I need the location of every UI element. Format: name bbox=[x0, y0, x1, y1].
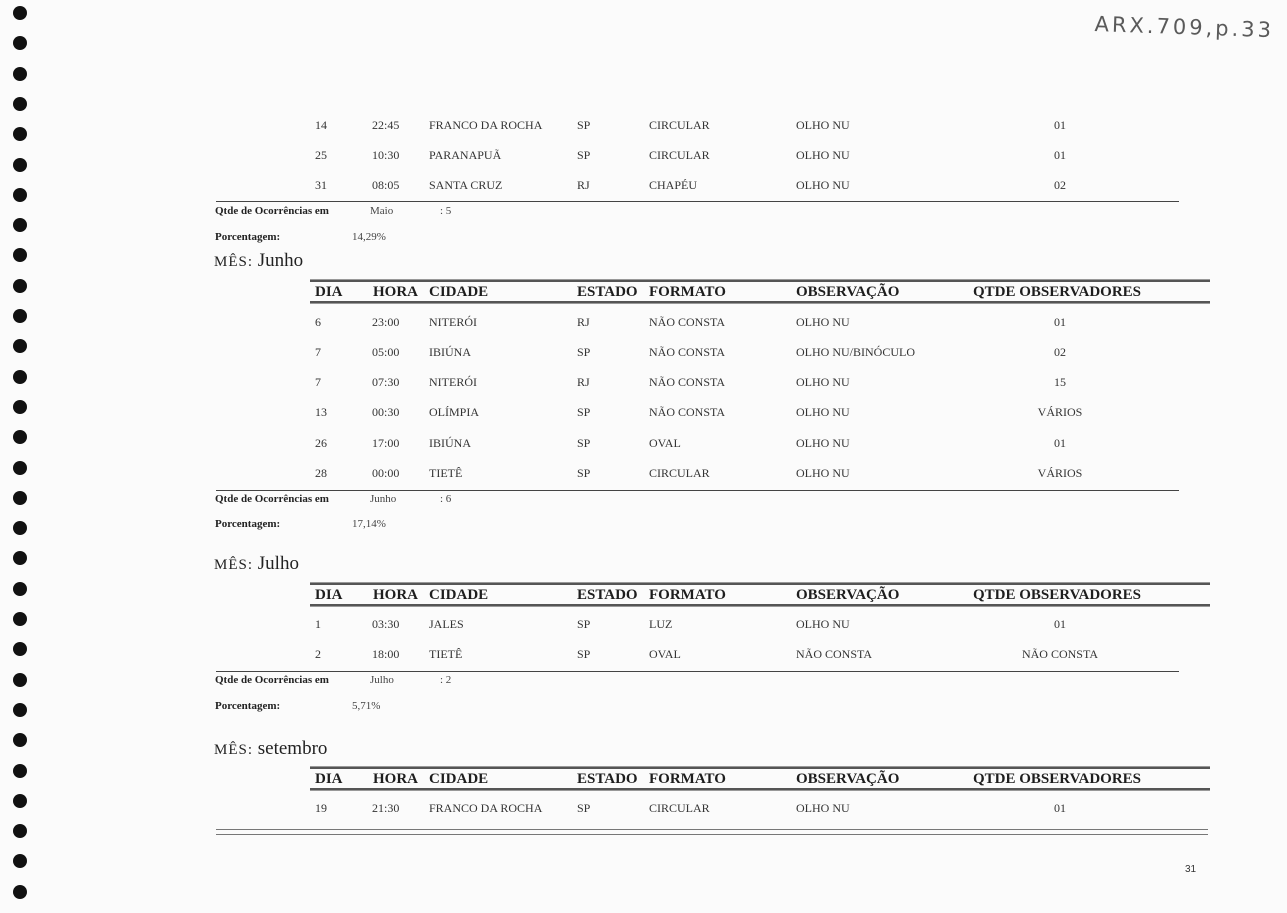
section-divider bbox=[216, 490, 1179, 491]
col-header-formato: FORMATO bbox=[649, 284, 726, 300]
cell-estado: RJ bbox=[577, 178, 590, 192]
col-header-cidade: CIDADE bbox=[429, 587, 489, 603]
col-header-cidade: CIDADE bbox=[429, 284, 489, 300]
col-header-dia: DIA bbox=[315, 771, 343, 787]
percent-value: 17,14% bbox=[352, 518, 386, 530]
month-heading bbox=[214, 738, 327, 760]
cell-cidade: SANTA CRUZ bbox=[429, 178, 503, 192]
binder-hole bbox=[13, 764, 27, 778]
col-header-observacao: OBSERVAÇÃO bbox=[796, 284, 900, 300]
cell-estado: SP bbox=[577, 436, 591, 450]
binder-hole bbox=[13, 794, 27, 808]
cell-cidade: JALES bbox=[429, 617, 464, 631]
col-header-formato: FORMATO bbox=[649, 587, 726, 603]
binder-hole bbox=[13, 158, 27, 172]
month-title: setembro bbox=[257, 738, 328, 759]
cell-formato: LUZ bbox=[649, 617, 673, 631]
col-header-cidade: CIDADE bbox=[429, 771, 489, 787]
cell-estado: SP bbox=[577, 345, 591, 359]
month-heading bbox=[214, 250, 303, 272]
binder-hole bbox=[13, 6, 27, 20]
binder-hole bbox=[13, 97, 27, 111]
cell-dia: 25 bbox=[315, 148, 327, 162]
col-header-dia: DIA bbox=[315, 284, 343, 300]
porcentagem-label: Porcentagem: bbox=[215, 518, 281, 530]
binder-hole bbox=[13, 824, 27, 838]
month-prefix: MÊS: bbox=[214, 557, 254, 573]
binder-hole bbox=[13, 885, 27, 899]
cell-cidade: IBIÚNA bbox=[429, 345, 471, 359]
cell-dia: 26 bbox=[315, 436, 327, 450]
cell-hora: 10:30 bbox=[372, 148, 400, 162]
col-header-observacao: OBSERVAÇÃO bbox=[796, 587, 900, 603]
col-header-hora: HORA bbox=[373, 284, 418, 300]
cell-observacao: OLHO NU bbox=[796, 118, 850, 132]
page-number: 31 bbox=[1185, 864, 1197, 875]
month-prefix: MÊS: bbox=[214, 742, 254, 758]
binder-hole bbox=[13, 339, 27, 353]
table-header bbox=[310, 582, 1210, 610]
cell-cidade: OLÍMPIA bbox=[429, 405, 479, 419]
cell-cidade: FRANCO DA ROCHA bbox=[429, 118, 543, 132]
cell-qtde: 01 bbox=[1054, 118, 1066, 132]
porcentagem-label: Porcentagem: bbox=[215, 231, 281, 243]
col-header-formato: FORMATO bbox=[649, 771, 726, 787]
cell-observacao: NÃO CONSTA bbox=[796, 647, 873, 661]
cell-qtde: 01 bbox=[1054, 801, 1066, 815]
binder-hole bbox=[13, 218, 27, 232]
binder-hole bbox=[13, 67, 27, 81]
col-header-estado: ESTADO bbox=[577, 587, 638, 603]
porcentagem-label: Porcentagem: bbox=[215, 700, 281, 712]
section-divider bbox=[216, 671, 1179, 672]
binder-hole bbox=[13, 309, 27, 323]
col-header-dia: DIA bbox=[315, 587, 343, 603]
col-header-observacao: OBSERVAÇÃO bbox=[796, 771, 900, 787]
cell-observacao: OLHO NU bbox=[796, 178, 850, 192]
cell-hora: 00:00 bbox=[372, 466, 400, 480]
qtde-label: Qtde de Ocorrências em bbox=[215, 674, 329, 686]
cell-formato: CIRCULAR bbox=[649, 148, 710, 162]
binder-hole bbox=[13, 521, 27, 535]
col-header-qtde: QTDE OBSERVADORES bbox=[973, 771, 1141, 787]
cell-estado: SP bbox=[577, 801, 591, 815]
summary-month: Maio bbox=[370, 205, 394, 217]
summary-count-value: : 5 bbox=[440, 205, 452, 217]
cell-observacao: OLHO NU bbox=[796, 617, 850, 631]
cell-qtde: 01 bbox=[1054, 315, 1066, 329]
col-header-qtde: QTDE OBSERVADORES bbox=[973, 284, 1141, 300]
qtde-label: Qtde de Ocorrências em bbox=[215, 205, 329, 217]
cell-dia: 2 bbox=[315, 647, 321, 661]
binder-hole bbox=[13, 248, 27, 262]
cell-hora: 22:45 bbox=[372, 118, 400, 132]
cell-dia: 14 bbox=[315, 118, 327, 132]
cell-hora: 08:05 bbox=[372, 178, 400, 192]
cell-dia: 19 bbox=[315, 801, 327, 815]
cell-estado: RJ bbox=[577, 375, 590, 389]
cell-observacao: OLHO NU bbox=[796, 375, 850, 389]
cell-dia: 7 bbox=[315, 345, 321, 359]
binder-hole bbox=[13, 551, 27, 565]
cell-formato: NÃO CONSTA bbox=[649, 375, 726, 389]
handwritten-annotation: ARX.709,p.33 bbox=[1094, 12, 1275, 43]
cell-cidade: NITERÓI bbox=[429, 375, 477, 389]
cell-cidade: IBIÚNA bbox=[429, 436, 471, 450]
cell-hora: 00:30 bbox=[372, 405, 400, 419]
cell-qtde: 02 bbox=[1054, 178, 1066, 192]
table-header bbox=[310, 766, 1210, 794]
col-header-estado: ESTADO bbox=[577, 284, 638, 300]
summary-count-value: : 6 bbox=[440, 493, 452, 505]
cell-formato: NÃO CONSTA bbox=[649, 315, 726, 329]
month-prefix: MÊS: bbox=[214, 254, 254, 270]
month-heading bbox=[214, 553, 299, 575]
cell-estado: SP bbox=[577, 466, 591, 480]
cell-cidade: PARANAPUÃ bbox=[429, 148, 502, 162]
binder-hole bbox=[13, 279, 27, 293]
cell-formato: CIRCULAR bbox=[649, 801, 710, 815]
binder-hole bbox=[13, 854, 27, 868]
binder-holes bbox=[0, 0, 30, 913]
binder-hole bbox=[13, 582, 27, 596]
cell-observacao: OLHO NU bbox=[796, 436, 850, 450]
cell-formato: CIRCULAR bbox=[649, 118, 710, 132]
cell-qtde: NÃO CONSTA bbox=[1021, 647, 1099, 661]
qtde-label: Qtde de Ocorrências em bbox=[215, 493, 329, 505]
binder-hole bbox=[13, 733, 27, 747]
cell-dia: 13 bbox=[315, 405, 327, 419]
binder-hole bbox=[13, 491, 27, 505]
cell-estado: SP bbox=[577, 405, 591, 419]
cell-qtde: 01 bbox=[1054, 436, 1066, 450]
binder-hole bbox=[13, 36, 27, 50]
cell-formato: NÃO CONSTA bbox=[649, 345, 726, 359]
cell-formato: NÃO CONSTA bbox=[649, 405, 726, 419]
cell-cidade: TIETÊ bbox=[429, 466, 463, 480]
cell-qtde: 01 bbox=[1054, 617, 1066, 631]
month-title: Junho bbox=[257, 250, 304, 271]
cell-hora: 21:30 bbox=[372, 801, 400, 815]
table-header bbox=[310, 279, 1210, 307]
cell-observacao: OLHO NU/BINÓCULO bbox=[796, 345, 915, 359]
binder-hole bbox=[13, 430, 27, 444]
cell-qtde: 02 bbox=[1054, 345, 1066, 359]
cell-formato: CIRCULAR bbox=[649, 466, 710, 480]
binder-hole bbox=[13, 127, 27, 141]
cell-qtde: 15 bbox=[1054, 375, 1066, 389]
cell-hora: 23:00 bbox=[372, 315, 400, 329]
cell-hora: 03:30 bbox=[372, 617, 400, 631]
binder-hole bbox=[13, 703, 27, 717]
percent-value: 5,71% bbox=[352, 700, 381, 712]
footer-rule bbox=[216, 829, 1208, 830]
col-header-estado: ESTADO bbox=[577, 771, 638, 787]
footer-rule bbox=[216, 834, 1208, 835]
cell-formato: CHAPÉU bbox=[649, 178, 698, 192]
cell-estado: SP bbox=[577, 647, 591, 661]
cell-observacao: OLHO NU bbox=[796, 466, 850, 480]
cell-formato: OVAL bbox=[649, 647, 681, 661]
section-divider bbox=[216, 201, 1179, 202]
binder-hole bbox=[13, 400, 27, 414]
binder-hole bbox=[13, 188, 27, 202]
cell-cidade: FRANCO DA ROCHA bbox=[429, 801, 543, 815]
cell-observacao: OLHO NU bbox=[796, 315, 850, 329]
cell-dia: 1 bbox=[315, 617, 321, 631]
cell-dia: 6 bbox=[315, 315, 321, 329]
cell-estado: SP bbox=[577, 148, 591, 162]
binder-hole bbox=[13, 370, 27, 384]
cell-hora: 17:00 bbox=[372, 436, 400, 450]
cell-hora: 18:00 bbox=[372, 647, 400, 661]
summary-month: Julho bbox=[370, 674, 394, 686]
cell-estado: SP bbox=[577, 118, 591, 132]
summary-month: Junho bbox=[370, 493, 397, 505]
cell-hora: 05:00 bbox=[372, 345, 400, 359]
cell-formato: OVAL bbox=[649, 436, 681, 450]
cell-qtde: 01 bbox=[1054, 148, 1066, 162]
binder-hole bbox=[13, 673, 27, 687]
cell-qtde: VÁRIOS bbox=[1037, 405, 1083, 419]
cell-hora: 07:30 bbox=[372, 375, 400, 389]
binder-hole bbox=[13, 642, 27, 656]
binder-hole bbox=[13, 461, 27, 475]
cell-cidade: TIETÊ bbox=[429, 647, 463, 661]
cell-observacao: OLHO NU bbox=[796, 801, 850, 815]
cell-estado: SP bbox=[577, 617, 591, 631]
summary-count-value: : 2 bbox=[440, 674, 452, 686]
cell-observacao: OLHO NU bbox=[796, 148, 850, 162]
col-header-hora: HORA bbox=[373, 771, 418, 787]
cell-qtde: VÁRIOS bbox=[1037, 466, 1083, 480]
cell-dia: 28 bbox=[315, 466, 327, 480]
binder-hole bbox=[13, 612, 27, 626]
cell-estado: RJ bbox=[577, 315, 590, 329]
cell-dia: 31 bbox=[315, 178, 327, 192]
cell-cidade: NITERÓI bbox=[429, 315, 477, 329]
col-header-qtde: QTDE OBSERVADORES bbox=[973, 587, 1141, 603]
percent-value: 14,29% bbox=[352, 231, 386, 243]
cell-dia: 7 bbox=[315, 375, 321, 389]
cell-observacao: OLHO NU bbox=[796, 405, 850, 419]
month-title: Julho bbox=[257, 553, 299, 574]
col-header-hora: HORA bbox=[373, 587, 418, 603]
